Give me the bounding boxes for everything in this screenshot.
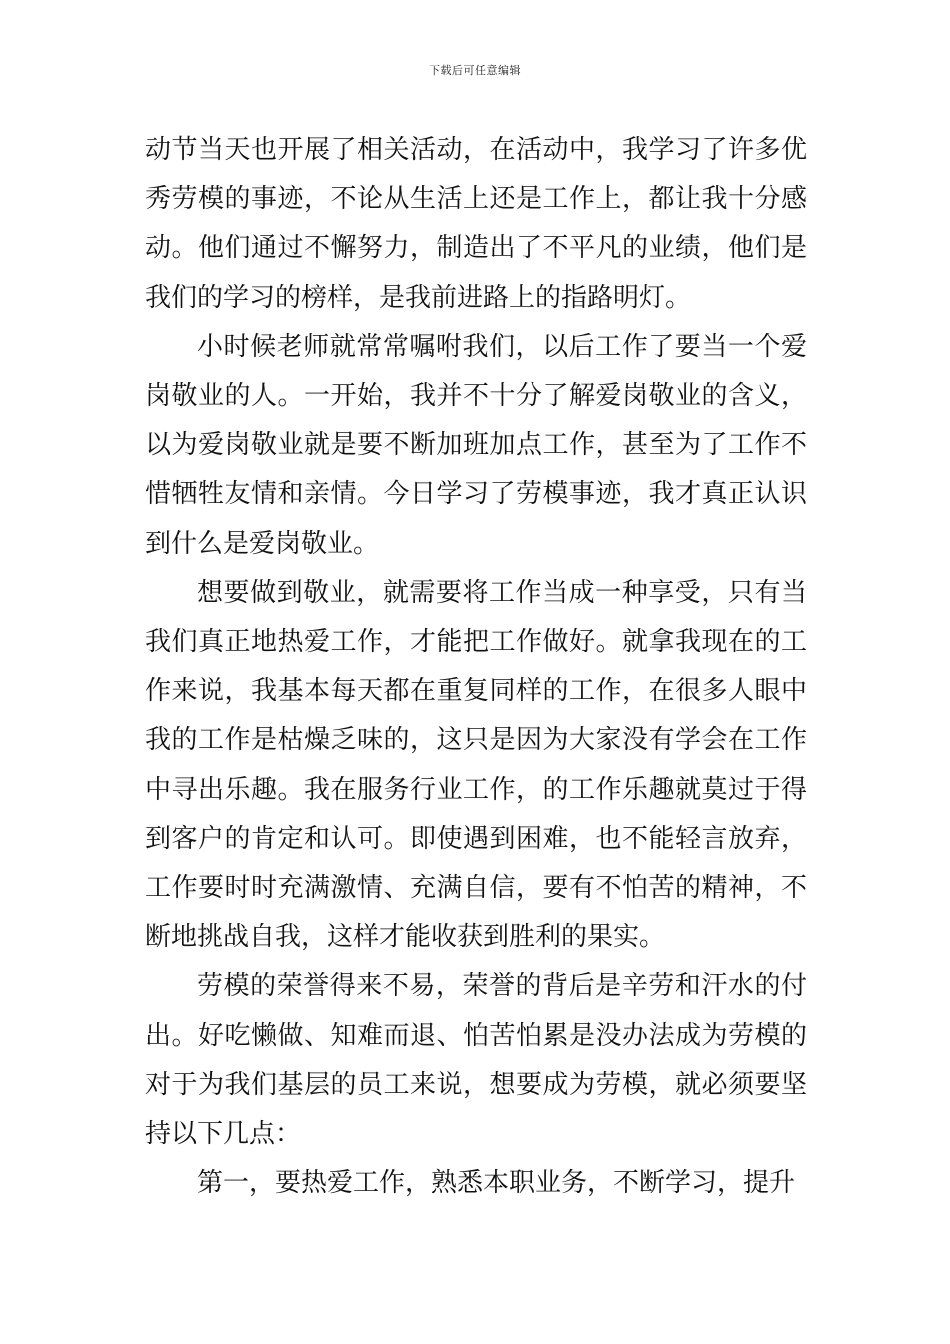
paragraph-continued: 动节当天也开展了相关活动，在活动中，我学习了许多优秀劳模的事迹，不论从生活上还是工作上，都让我十分感动。他们通过不懈努力，制造出了不平凡的业绩，他们是我们的学习的榜样，是我前进路上的指路明灯。 [145, 135, 807, 313]
paragraph: 第一，要热爱工作，熟悉本职业务，不断学习，提升 [197, 1168, 796, 1199]
paragraph: 劳模的荣誉得来不易，荣誉的背后是辛劳和汗水的付出。好吃懒做、知难而退、怕苦怕累是没办法成为劳模的对于为我们基层的员工来说，想要成为劳模，就必须要坚持以下几点： [145, 971, 807, 1150]
document-body [145, 126, 807, 1208]
page-header: 下载后可任意编辑 [429, 64, 521, 77]
paragraph: 想要做到敬业，就需要将工作当成一种享受，只有当我们真正地热爱工作，才能把工作做好。就拿我现在的工作来说，我基本每天都在重复同样的工作，在很多人眼中我的工作是枯燥乏味的，这只是因为大家没有学会在工作中寻出乐趣。我在服务行业工作，的工作乐趣就莫过于得到客户的肯定和认可。即使遇到困难，也不能轻言放弃，工作要时时充满激情、充满自信，要有不怕苦的精神，不断地挑战自我，这样才能收获到胜利的果实。 [145, 577, 807, 953]
paragraph: 小时候老师就常常嘱咐我们，以后工作了要当一个爱岗敬业的人。一开始，我并不十分了解爱岗敬业的含义，以为爱岗敬业就是要不断加班加点工作，甚至为了工作不惜牺牲友情和亲情。今日学习了劳模事迹，我才真正认识到什么是爱岗敬业。 [145, 331, 807, 559]
